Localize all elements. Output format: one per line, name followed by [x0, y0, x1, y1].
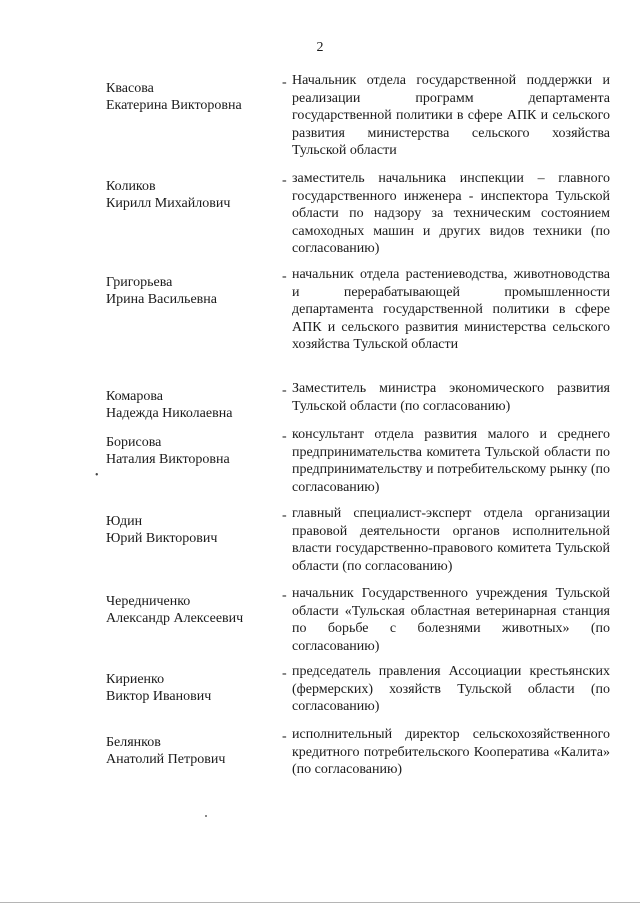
member-given-name: Екатерина Викторовна: [106, 98, 242, 113]
scan-edge-line: [0, 902, 640, 903]
member-name: [106, 274, 281, 308]
member-surname: Кириенко: [106, 672, 165, 687]
member-given-name: Ирина Васильевна: [106, 292, 217, 307]
member-position: Заместитель министра экономического развития Тульской области (по согласованию): [292, 381, 610, 414]
member-position: Начальник отдела государственной поддержки и реализации программ департамента государственной политики в сфере АПК и сельского развития министерства сельского хозяйства Тульской области: [292, 73, 610, 158]
member-surname: Коликов: [106, 179, 156, 194]
member-surname: Борисова: [106, 435, 162, 450]
list-dash: -: [282, 429, 287, 444]
list-dash: -: [282, 75, 287, 90]
member-name: [106, 178, 281, 212]
member-position: председатель правления Ассоциации крестьянских (фермерских) хозяйств Тульской области (по согласованию): [292, 664, 610, 714]
member-surname: Комарова: [106, 389, 163, 404]
member-given-name: Надежда Николаевна: [106, 406, 233, 421]
member-surname: Белянков: [106, 735, 161, 750]
page-number: 2: [316, 40, 324, 55]
member-name: [106, 734, 281, 768]
member-surname: Григорьева: [106, 275, 173, 290]
list-dash: -: [282, 588, 287, 603]
member-name: [106, 513, 281, 547]
member-given-name: Наталия Викторовна: [106, 452, 230, 467]
member-given-name: Виктор Иванович: [106, 689, 212, 704]
list-dash: -: [282, 666, 287, 681]
member-name: [106, 434, 281, 468]
member-position: заместитель начальника инспекции – главного государственного инженера - инспектора Тульской области по надзору за техническим состоянием самоходных машин и других видов техники (по согласованию): [292, 171, 610, 256]
member-position: консультант отдела развития малого и среднего предпринимательства комитета Тульской области по предпринимательству и потребительскому рынку (по согласованию): [292, 427, 610, 495]
member-position: главный специалист-эксперт отдела организации правовой деятельности органов исполнительной власти государственно-правового комитета Тульской области (по согласованию): [292, 506, 610, 574]
member-name: [106, 80, 281, 114]
list-dash: -: [282, 383, 287, 398]
list-dash: -: [282, 269, 287, 284]
member-given-name: Александр Алексеевич: [106, 611, 244, 626]
member-position: начальник отдела растениеводства, животноводства и перерабатывающей промышленности департамента государственной политики в сфере АПК и сельского развития министерства сельского хозяйства Тульской области: [292, 267, 610, 352]
member-given-name: Кирилл Михайлович: [106, 196, 231, 211]
member-position: начальник Государственного учреждения Тульской области «Тульская областная ветеринарная станция по борьбе с болезнями животных» (по согласованию): [292, 586, 610, 654]
scan-speck: [205, 815, 207, 817]
member-name: [106, 593, 281, 627]
member-surname: Юдин: [106, 514, 143, 529]
member-name: [106, 388, 281, 422]
member-position: исполнительный директор сельскохозяйственного кредитного потребительского Кооператива «Калита» (по согласованию): [292, 727, 610, 777]
scan-speck: •: [95, 470, 99, 481]
list-dash: -: [282, 173, 287, 188]
member-surname: Квасова: [106, 81, 154, 96]
member-name: [106, 671, 281, 705]
list-dash: -: [282, 508, 287, 523]
member-given-name: Юрий Викторович: [106, 531, 218, 546]
list-dash: -: [282, 729, 287, 744]
member-surname: Чередниченко: [106, 594, 191, 609]
member-given-name: Анатолий Петрович: [106, 752, 226, 767]
